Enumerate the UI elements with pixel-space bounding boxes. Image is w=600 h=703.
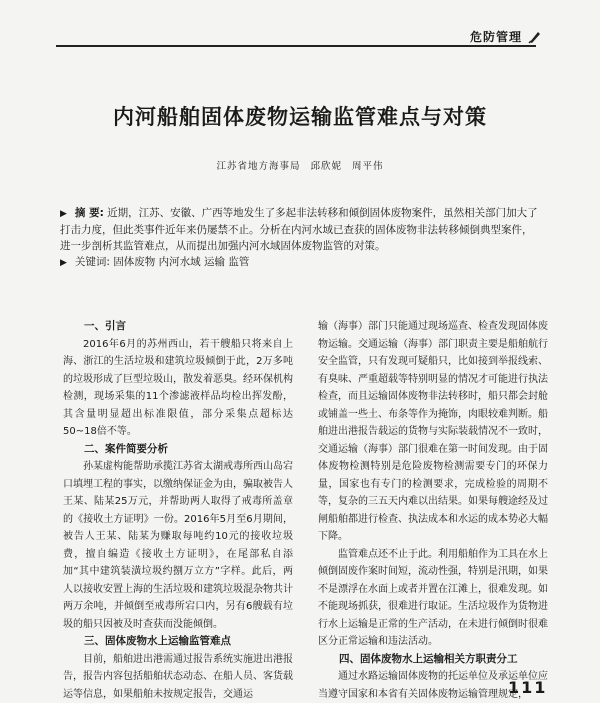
section-heading: 二、案件简要分析 xyxy=(63,441,293,459)
triangle-bullet-icon: ▶ xyxy=(60,206,67,222)
section-heading: 三、固体废物水上运输监管难点 xyxy=(63,633,293,651)
section-tag-label: 危防管理 xyxy=(470,28,522,45)
section-heading: 四、固体废物水上运输相关方职责分工 xyxy=(318,651,548,669)
header-rule xyxy=(56,45,536,47)
paragraph: 输（海事）部门只能通过现场巡查、检查发现固体废物运输。交通运输（海事）部门职责主要是船舶航行安全监管，只有发现可疑船只，比如接到举报线索、有臭味、严重超载等特别明显的情况才可能进行执法检查，而且运输固体废物非法转移时，船只都会封舱或铺盖一些土、布条等作为掩饰，肉眼较难判断。船舶进出港报告载运的货物与实际装载情况不一致时，交通运输（海事）部门很难在第一时间发现。由于固体废物检测特别是危险废物检测需要专门的环保力量，国家也有专门的检测要求，完成检验的周期不等，复杂的三五天内难以出结果。如果每艘途经及过闸船舶都进行检查、执法成本和水运的成本势必大幅下降。 xyxy=(318,318,548,546)
article-authors: 江苏省地方海事局 邱欣妮 周平伟 xyxy=(0,158,600,172)
paragraph: 监管难点还不止于此。利用船舶作为工具在水上倾倒固废作案时间短，流动性强，特别是汛期，如果不是漂浮在水面上或者并置在江滩上，很难发现。如不能现场抓获，很难进行取证。生活垃圾作为货物进行水上运输是正常的生产活动，在未进行倾倒时很难区分正常运输和违法活动。 xyxy=(318,546,548,651)
section-tag xyxy=(470,28,542,45)
body-column-right xyxy=(318,318,548,703)
body-column-left xyxy=(63,318,293,703)
paragraph: 孙某虚构能帮助承揽江苏省太湖戒毒所西山岛宕口填埋工程的事实，以缴纳保证金为由，骗取被告人王某、陆某25万元，并帮助两人取得了戒毒所盖章的《接收土方证明》一份。2016年5月至6月期间，被告人王某、陆某为赚取每吨约10元的接收垃圾费，擅自编造《接收土方证明》，在尾部私自添加“其中建筑装潢垃圾约捌万立方”字样。此后，两人以接收安置上海的生活垃圾和建筑垃圾混杂物共计两万余吨，并倾倒至戒毒所宕口内，另有6艘载有垃圾的船只因被及时查获而没能倾倒。 xyxy=(63,458,293,633)
article-title: 内河船舶固体废物运输监管难点与对策 xyxy=(0,101,600,131)
paragraph: 通过水路运输固体废物的托运单位及承运单位应当遵守国家和本省有关固体废物运输管理规定， xyxy=(318,668,548,703)
paragraph: 目前，船舶进出港需通过报告系统实施进出港报告，报告内容包括船舶状态动态、在船人员、客货载运等信息，如果船舶未按规定报告，交通运 xyxy=(63,651,293,703)
abstract xyxy=(60,205,542,254)
paragraph: 2016年6月的苏州西山，若干艘船只将来自上海、浙江的生活垃圾和建筑垃圾倾倒于此，2万多吨的垃圾形成了巨型垃圾山，散发着恶臭。经环保机构检测，现场采集的11个渗滤液样品均检出挥发酚，其含量明显超出标准限值，部分采集点超标达50~18倍不等。 xyxy=(63,336,293,441)
triangle-bullet-icon: ▶ xyxy=(60,255,67,271)
keywords-text: 固体废物 内河水域 运输 监管 xyxy=(113,256,249,268)
keywords xyxy=(60,254,542,271)
abstract-text: 近期，江苏、安徽、广西等地发生了多起非法转移和倾倒固体废物案件，虽然相关部门加大了打击力度，但此类事件近年来仍屡禁不止。分析在内河水域已查获的固体废物非法转移倾倒典型案件，进一步剖析其监管难点，从而提出加强内河水域固体废物监管的对策。 xyxy=(60,207,538,252)
section-heading: 一、引言 xyxy=(63,318,293,336)
page-number: 111 xyxy=(508,678,547,697)
page-header xyxy=(0,0,600,58)
abstract-label: 摘 要: xyxy=(75,207,104,219)
keywords-label: 关键词: xyxy=(75,256,110,268)
pen-nib-icon xyxy=(528,30,542,44)
